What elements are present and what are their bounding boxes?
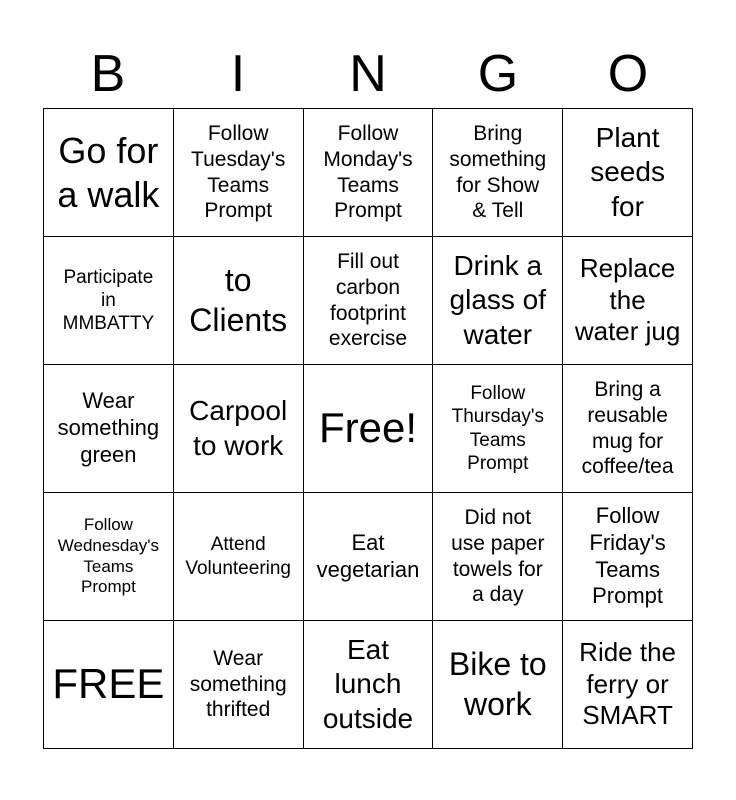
bingo-cell[interactable] [303,365,433,493]
cell-text: Did not use paper towels for a day [451,506,545,607]
cell-text: Follow Tuesday's Teams Prompt [191,122,286,223]
bingo-cell[interactable] [173,365,303,493]
cell-text: Bike to work [448,646,547,722]
bingo-row [44,621,693,749]
cell-text: Wear something thrifted [189,647,287,722]
header-letter-n: N [349,45,387,103]
cell-text: Bring something for Show & Tell [449,122,547,223]
bingo-cell[interactable] [433,493,563,621]
bingo-cell[interactable] [173,493,303,621]
header-letter-i: I [230,45,246,103]
cell-text: Free! [318,404,417,452]
bingo-cell[interactable] [433,365,563,493]
bingo-row [44,493,693,621]
cell-text: Follow Friday's Teams Prompt [589,502,666,609]
bingo-cell[interactable] [433,621,563,749]
bingo-grid [43,108,693,749]
bingo-cell[interactable] [433,109,563,237]
cell-text: FREE [52,660,165,708]
cell-text: Follow Wednesday's Teams Prompt [57,515,159,597]
cell-text: Eat lunch outside [322,634,414,734]
cell-text: Follow Monday's Teams Prompt [323,122,413,223]
bingo-cell[interactable] [563,109,693,237]
bingo-cell[interactable] [173,237,303,365]
bingo-cell[interactable] [44,493,174,621]
cell-text: Attend Volunteering [185,534,292,579]
bingo-cell[interactable] [44,109,174,237]
bingo-cell[interactable] [563,237,693,365]
bingo-cell[interactable] [303,237,433,365]
bingo-cell[interactable] [303,109,433,237]
header-letter-o: O [607,45,649,103]
bingo-cell[interactable] [44,365,174,493]
cell-text: Follow Thursday's Teams Prompt [451,383,544,474]
cell-text: Participate in MMBATTY [62,266,155,335]
bingo-cell[interactable] [173,109,303,237]
bingo-cell[interactable] [173,621,303,749]
bingo-cell[interactable] [563,621,693,749]
cell-text: Drink a glass of water [449,250,547,350]
cell-text: Replace the water jug [574,252,681,347]
bingo-cell[interactable] [44,621,174,749]
bingo-cell[interactable] [303,493,433,621]
header-letter-g: G [477,45,519,103]
header-letter-b: B [90,45,126,103]
bingo-cell[interactable] [44,237,174,365]
cell-text: Wear something green [57,388,160,467]
bingo-cell[interactable] [563,493,693,621]
bingo-row [44,237,693,365]
bingo-cell[interactable] [563,365,693,493]
bingo-header [43,40,693,108]
cell-text: to Clients [189,262,288,338]
cell-text: Bring a reusable mug for coffee/tea [581,378,674,479]
bingo-cell[interactable] [303,621,433,749]
cell-text: Eat vegetarian [316,529,420,582]
cell-text: Fill out carbon footprint exercise [328,250,408,351]
bingo-cell[interactable] [433,237,563,365]
bingo-row [44,365,693,493]
bingo-row [44,109,693,237]
cell-text: Go for a walk [57,129,160,215]
cell-text: Ride the ferry or SMART [579,636,677,731]
cell-text: Carpool to work [189,395,288,461]
cell-text: Plant seeds for [590,122,665,222]
